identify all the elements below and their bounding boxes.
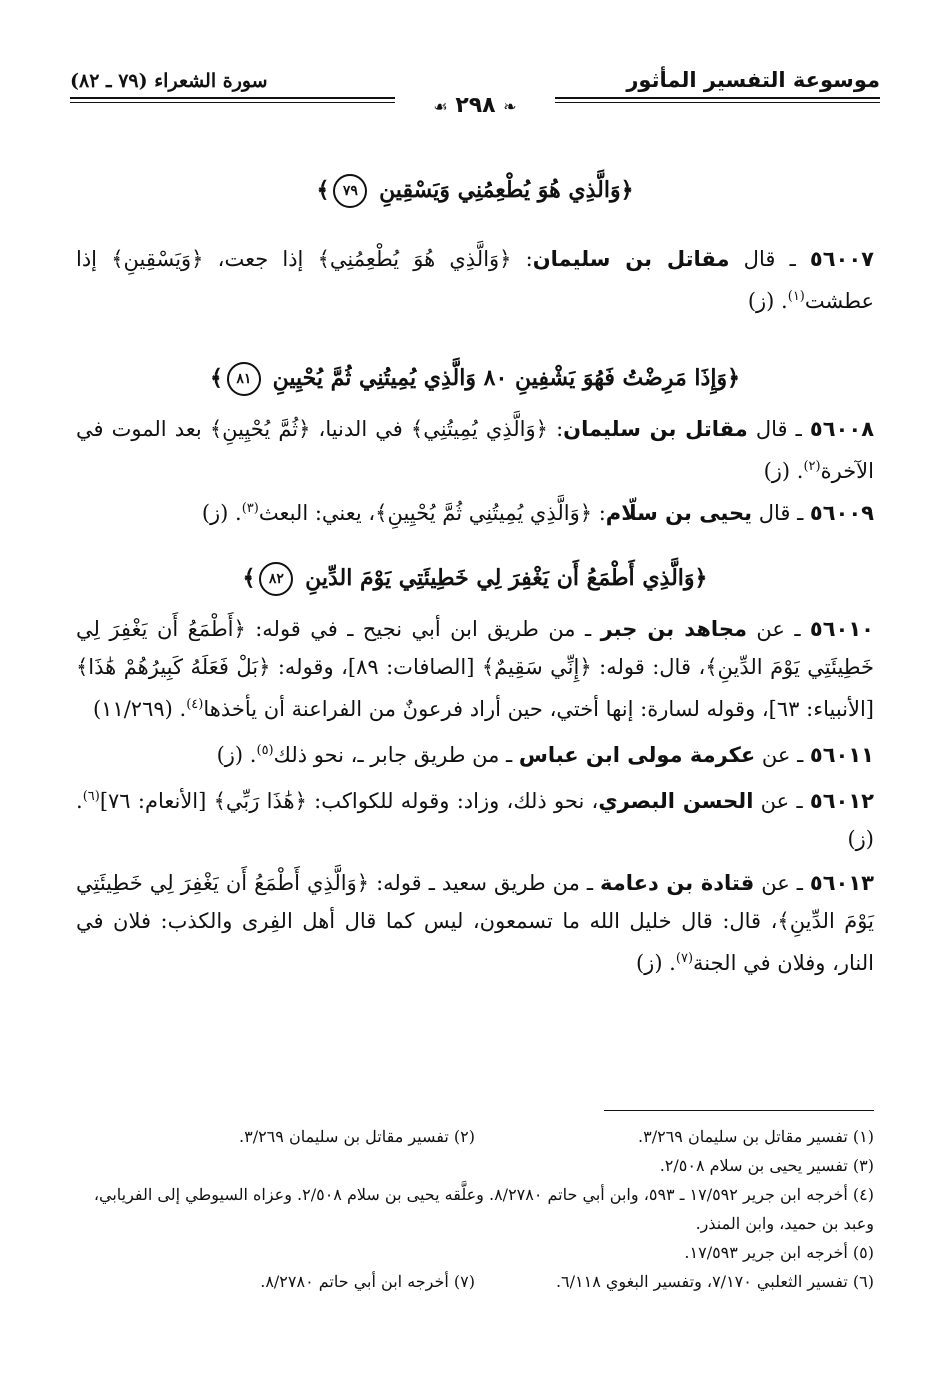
narrator-name: قتادة بن دعامة (600, 871, 755, 895)
ornament-icon: ☙ (433, 97, 448, 116)
narrator-name: عكرمة مولى ابن عباس (518, 743, 756, 767)
footnote-5: (٥) أخرجه ابن جرير ١٧/٥٩٣. (684, 1243, 874, 1262)
verse-number: ٨١ (227, 362, 261, 396)
entry-number: ٥٦٠١٣ (809, 871, 874, 895)
entry-number: ٥٦٠٠٨ (809, 417, 875, 441)
narration-entry (76, 778, 874, 858)
entry-text: : ﴿وَالَّذِي يُمِيتُنِي﴾ في الدنيا، ﴿ثُمَّ يُحْيِينِ﴾ بعد الموت في الآخرة (76, 417, 874, 483)
footnote-6: (٦) تفسير الثعلبي ٧/١٧٠، وتفسير البغوي ٦/١١٨. (555, 1272, 874, 1291)
verse-text: ﴿وَإِذَا مَرِضْتُ فَهُوَ يَشْفِينِ ٨٠ وَالَّذِي يُمِيتُنِي ثُمَّ يُحْيِينِ (272, 365, 740, 391)
quran-verse: ﴿وَإِذَا مَرِضْتُ فَهُوَ يَشْفِينِ ٨٠ وَالَّذِي يُمِيتُنِي ثُمَّ يُحْيِينِ ٨١﴾ (76, 358, 874, 398)
narration-entry (76, 240, 874, 320)
entry-source: . (ز) (201, 501, 242, 525)
narration-entry (76, 610, 874, 728)
narrator-name: الحسن البصري (598, 789, 754, 813)
entry-prefix: ـ عن (753, 789, 810, 813)
verse-number: ٨٢ (259, 562, 293, 596)
narration-entry (76, 732, 874, 774)
quran-verse: ﴿وَالَّذِي أَطْمَعُ أَن يَغْفِرَ لِي خَطِيئَتِي يَوْمَ الدِّينِ ٨٢﴾ (76, 558, 874, 598)
footnote-row (76, 1122, 874, 1151)
footnote-1: (١) تفسير مقاتل بن سليمان ٣/٢٦٩. (638, 1127, 874, 1146)
entry-prefix: ـ قال (747, 417, 810, 441)
entry-number: ٥٦٠١٢ (809, 789, 874, 813)
footnote-separator (604, 1110, 874, 1111)
ornament-icon: ❧ (503, 97, 517, 116)
narration-entry (76, 490, 874, 532)
entry-text: ـ من طريق جابر ـ، نحو ذلك (273, 743, 519, 767)
footnote-4: (٤) أخرجه ابن جرير ١٧/٥٩٢ ـ ٥٩٣، وابن أبي حاتم ٨/٢٧٨٠. وعلَّقه يحيى بن سلام ٢/٥٠٨. وعزاه السيوطي إلى الفريابي، وعبد بن حميد، وابن المنذر. (93, 1185, 874, 1233)
verse-text: ﴿وَالَّذِي هُوَ يُطْعِمُنِي وَيَسْقِينِ (379, 177, 634, 203)
footnote-ref[interactable]: (١) (787, 289, 805, 304)
entry-number: ٥٦٠٠٧ (809, 247, 874, 271)
footnote-2: (٢) تفسير مقاتل بن سليمان ٣/٢٦٩. (239, 1127, 475, 1146)
narrator-name: مجاهد بن جبر (600, 617, 747, 641)
quran-verse: ﴿وَالَّذِي هُوَ يُطْعِمُنِي وَيَسْقِينِ ٧٩﴾ (76, 170, 874, 210)
footnote-3: (٣) تفسير يحيى بن سلام ٢/٥٠٨. (659, 1156, 874, 1175)
verse-number: ٧٩ (333, 174, 367, 208)
entry-prefix: ـ قال (752, 501, 810, 525)
footnote-ref[interactable]: (٢) (803, 459, 821, 474)
footnote-ref[interactable]: (٣) (241, 501, 259, 516)
entry-prefix: ـ قال (729, 247, 810, 271)
entry-source: . (ز) (635, 951, 676, 975)
entry-number: ٥٦٠١٠ (809, 617, 874, 641)
narrator-name: يحيى بن سلّام (605, 501, 753, 525)
narrator-name: مقاتل بن سليمان (532, 247, 730, 271)
entry-prefix: ـ عن (746, 617, 810, 641)
entry-text: ـ من طريق سعيد ـ قوله: ﴿وَالَّذِي أَطْمَعُ أَن يَغْفِرَ لِي خَطِيئَتِي يَوْمَ الدِّينِ﴾، قال: قال خليل الله ما تسمعون، ليس كما قال أهل الفِرى والكذب: فلان في النار، وفلان في الجنة (76, 871, 874, 975)
narration-entry (76, 410, 874, 490)
verse-text: ﴿وَالَّذِي أَطْمَعُ أَن يَغْفِرَ لِي خَطِيئَتِي يَوْمَ الدِّينِ (305, 565, 708, 591)
entry-source: . (ز) (747, 289, 788, 313)
entry-source: . (ز) (763, 459, 804, 483)
entry-text: : ﴿وَالَّذِي يُمِيتُنِي ثُمَّ يُحْيِينِ﴾، يعني: البعث (258, 501, 606, 525)
footnote-ref[interactable]: (٦) (82, 789, 100, 804)
entry-text: ـ من طريق ابن أبي نجيح ـ في قوله: ﴿أَطْمَعُ أَن يَغْفِرَ لِي خَطِيئَتِي يَوْمَ الدِّينِ﴾، قال: قوله: ﴿إِنِّي سَقِيمٌ﴾ [الصافات: ٨٩]، وقوله: ﴿بَلْ فَعَلَهُ كَبِيرُهُمْ هَٰذَا﴾ [الأنبياء: ٦٣]، وقوله لسارة: إنها أختي، حين أراد فرعونٌ من الفراعنة أن يأخذها (76, 617, 874, 721)
entry-number: ٥٦٠١١ (809, 743, 874, 767)
footnote-row (76, 1267, 874, 1296)
entry-source: . (١١/٢٦٩) (92, 697, 187, 721)
footnote-ref[interactable]: (٥) (256, 743, 274, 758)
narration-entry (76, 864, 874, 982)
footnote-ref[interactable]: (٤) (186, 697, 204, 712)
page-number: ٢٩٨ (455, 93, 496, 118)
entry-source: . (ز) (76, 789, 874, 851)
entry-prefix: ـ عن (754, 871, 810, 895)
page-content (76, 160, 874, 982)
entry-text: ، نحو ذلك، وزاد: وقوله للكواكب: ﴿هَٰذَا رَبِّي﴾ [الأنعام: ٧٦] (99, 789, 599, 813)
entry-text: : ﴿وَالَّذِي هُوَ يُطْعِمُنِي﴾ إذا جعت، ﴿وَيَسْقِينِ﴾ إذا عطشت (76, 247, 874, 313)
footnotes (76, 1122, 874, 1296)
page-number-box (395, 89, 555, 123)
book-title: موسوعة التفسير المأثور (626, 68, 880, 92)
sura-reference: سورة الشعراء (٧٩ ـ ٨٢) (70, 70, 268, 92)
footnote-7: (٧) أخرجه ابن أبي حاتم ٨/٢٧٨٠. (260, 1272, 475, 1291)
entry-prefix: ـ عن (755, 743, 810, 767)
narrator-name: مقاتل بن سليمان (563, 417, 748, 441)
entry-number: ٥٦٠٠٩ (809, 501, 874, 525)
entry-source: . (ز) (216, 743, 257, 767)
footnote-ref[interactable]: (٧) (675, 951, 694, 966)
